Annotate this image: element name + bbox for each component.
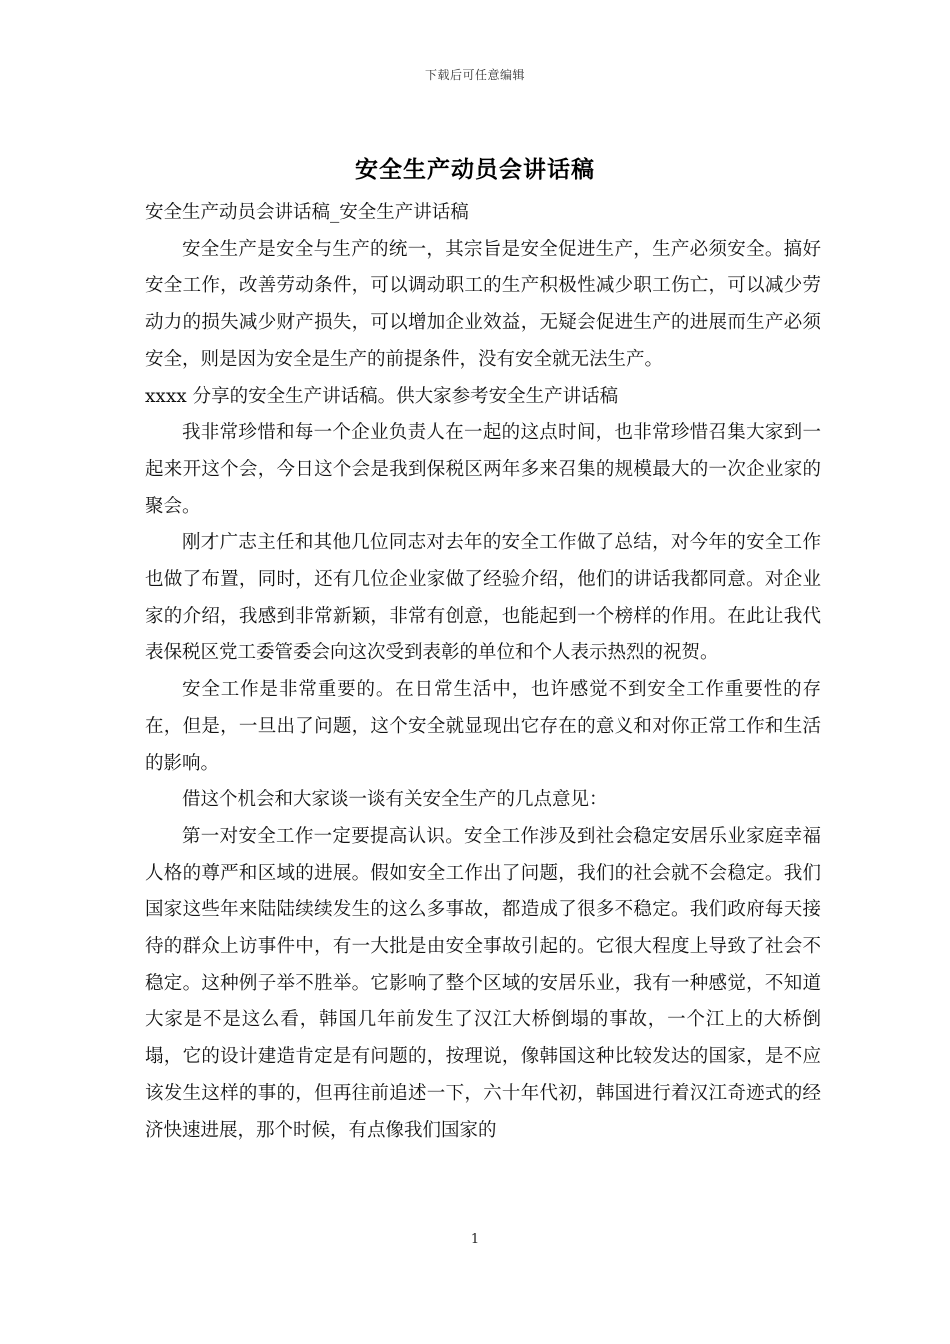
paragraph-1: 安全生产是安全与生产的统一，其宗旨是安全促进生产，生产必须安全。搞好安全工作，改善劳动条件，可以调动职工的生产积极性减少职工伤亡，可以减少劳动力的损失减少财产损失，可以增加企业效益，无疑会促进生产的进展而生产必须安全，则是因为安全是生产的前提条件，没有安全就无法生产。 bbox=[145, 238, 821, 370]
paragraph-3: 我非常珍惜和每一个企业负责人在一起的这点时间，也非常珍惜召集大家到一起来开这个会，今日这个会是我到保税区两年多来召集的规模最大的一次企业家的聚会。 bbox=[145, 422, 821, 517]
paragraph-6: 借这个机会和大家谈一谈有关安全生产的几点意见： bbox=[182, 789, 608, 811]
paragraph-2: xxxx 分享的安全生产讲话稿。供大家参考安全生产讲话稿 bbox=[145, 385, 619, 407]
document-body bbox=[145, 195, 821, 1149]
paragraph-4: 刚才广志主任和其他几位同志对去年的安全工作做了总结，对今年的安全工作也做了布置，同时，还有几位企业家做了经验介绍，他们的讲话我都同意。对企业家的介绍，我感到非常新颖，非常有创意，也能起到一个榜样的作用。在此让我代表保税区党工委管委会向这次受到表彰的单位和个人表示热烈的祝贺。 bbox=[145, 532, 821, 664]
paragraph-5: 安全工作是非常重要的。在日常生活中，也许感觉不到安全工作重要性的存在，但是，一旦出了问题，这个安全就显现出它存在的意义和对你正常工作和生活的影响。 bbox=[145, 679, 821, 774]
paragraph-7: 第一对安全工作一定要提高认识。安全工作涉及到社会稳定安居乐业家庭幸福人格的尊严和区域的进展。假如安全工作出了问题，我们的社会就不会稳定。我们国家这些年来陆陆续续发生的这么多事故，都造成了很多不稳定。我们政府每天接待的群众上访事件中，有一大批是由安全事故引起的。它很大程度上导致了社会不稳定。这种例子举不胜举。它影响了整个区域的安居乐业，我有一种感觉，不知道大家是不是这么看，韩国几年前发生了汉江大桥倒塌的事故，一个江上的大桥倒塌，它的设计建造肯定是有问题的，按理说，像韩国这种比较发达的国家，是不应该发生这样的事的，但再往前追述一下，六十年代初，韩国进行着汉江奇迹式的经济快速进展，那个时候，有点像我们国家的 bbox=[145, 825, 821, 1141]
document-title: 安全生产动员会讲话稿 bbox=[355, 156, 595, 183]
header-note: 下载后可任意编辑 bbox=[424, 68, 525, 82]
page-number: 1 bbox=[470, 1232, 480, 1247]
document-subtitle: 安全生产动员会讲话稿_安全生产讲话稿 bbox=[145, 202, 469, 223]
